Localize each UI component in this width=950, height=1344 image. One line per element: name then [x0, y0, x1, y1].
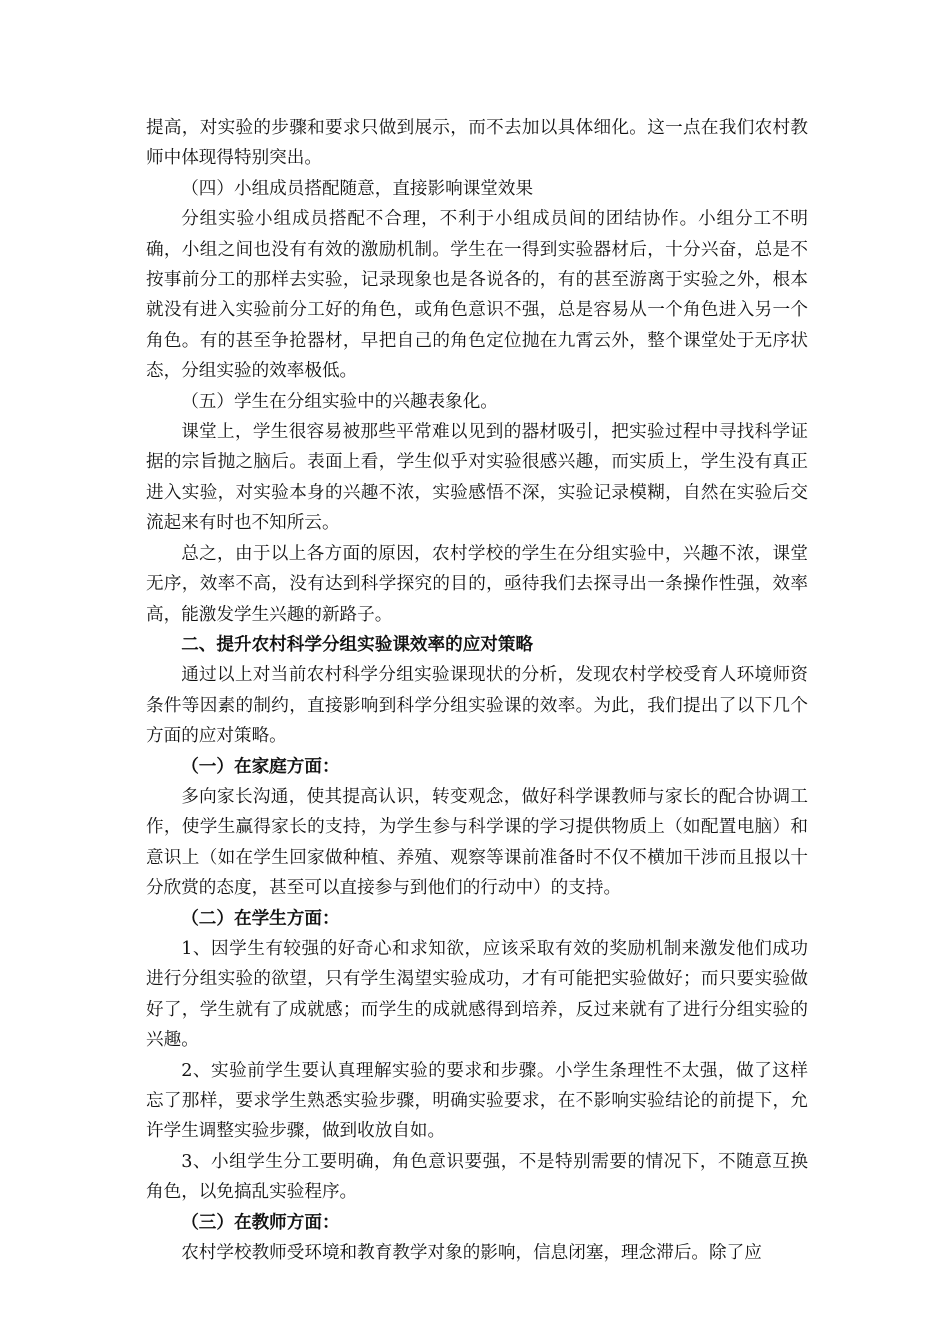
paragraph-classroom-interest: 课堂上，学生很容易被那些平常难以见到的器材吸引，把实验过程中寻找科学证据的宗旨抛之脑后。表面上看，学生似乎对实验很感兴趣，而实质上，学生没有真正进入实验，对实验本身的兴趣不浓，实验感悟不深，实验记录模糊，自然在实验后交流起来有时也不知所云。	[146, 422, 808, 534]
document-page	[146, 113, 808, 1268]
paragraph-continuation: 提高，对实验的步骤和要求只做到展示，而不去加以具体细化。这一点在我们农村教师中体现得特别突出。	[146, 118, 808, 169]
paragraph-family: 多向家长沟通，使其提高认识，转变观念，做好科学课教师与家长的配合协调工作，使学生赢得家长的支持，为学生参与科学课的学习提供物质上（如配置电脑）和意识上（如在学生回家做种植、养殖、观察等课前准备时不仅不横加干涉而且报以十分欣赏的态度，甚至可以直接参与到他们的行动中）的支持。	[146, 786, 808, 899]
paragraph-student-point-3: 3、小组学生分工要明确，角色意识要强，不是特别需要的情况下，不随意互换角色，以免搞乱实验程序。	[146, 1151, 808, 1203]
section-heading-four: （四）小组成员搭配随意，直接影响课堂效果	[181, 178, 534, 199]
paragraph-teachers: 农村学校教师受环境和教育教学对象的影响，信息闭塞，理念滞后。除了应	[181, 1243, 762, 1264]
chapter-heading-strategies: 二、提升农村科学分组实验课效率的应对策略	[181, 633, 534, 655]
paragraph-student-point-2: 2、实验前学生要认真理解实验的要求和步骤。小学生条理性不太强，做了这样忘了那样，要求学生熟悉实验步骤，明确实验要求，在不影响实验结论的前提下，允许学生调整实验步骤，做到收放自如。	[146, 1060, 808, 1142]
paragraph-group-members: 分组实验小组成员搭配不合理，不利于小组成员间的团结协作。小组分工不明确，小组之间也没有有效的激励机制。学生在一得到实验器材后，十分兴奋，总是不按事前分工的那样去实验，记录现象也是各说各的，有的甚至游离于实验之外，根本就没有进入实验前分工好的角色，或角色意识不强，总是容易从一个角色进入另一个角色。有的甚至争抢器材，早把自己的角色定位抛在九霄云外，整个课堂处于无序状态，分组实验的效率极低。	[146, 209, 808, 382]
subheading-students: （二）在学生方面：	[181, 907, 340, 929]
paragraph-summary: 总之，由于以上各方面的原因，农村学校的学生在分组实验中，兴趣不浓，课堂无序，效率不高，没有达到科学探究的目的，亟待我们去探寻出一条操作性强，效率高，能激发学生兴趣的新路子。	[146, 543, 808, 625]
section-heading-five: （五）学生在分组实验中的兴趣表象化。	[181, 391, 498, 412]
subheading-family: （一）在家庭方面：	[181, 755, 340, 777]
subheading-teachers: （三）在教师方面：	[181, 1211, 340, 1233]
paragraph-student-point-1: 1、因学生有较强的好奇心和求知欲，应该采取有效的奖励机制来激发他们成功进行分组实验的欲望，只有学生渴望实验成功，才有可能把实验做好；而只要实验做好了，学生就有了成就感；而学生的成就感得到培养，反过来就有了进行分组实验的兴趣。	[146, 938, 808, 1051]
paragraph-strategy-intro: 通过以上对当前农村科学分组实验课现状的分析，发现农村学校受育人环境师资条件等因素的制约，直接影响到科学分组实验课的效率。为此，我们提出了以下几个方面的应对策略。	[146, 665, 808, 747]
